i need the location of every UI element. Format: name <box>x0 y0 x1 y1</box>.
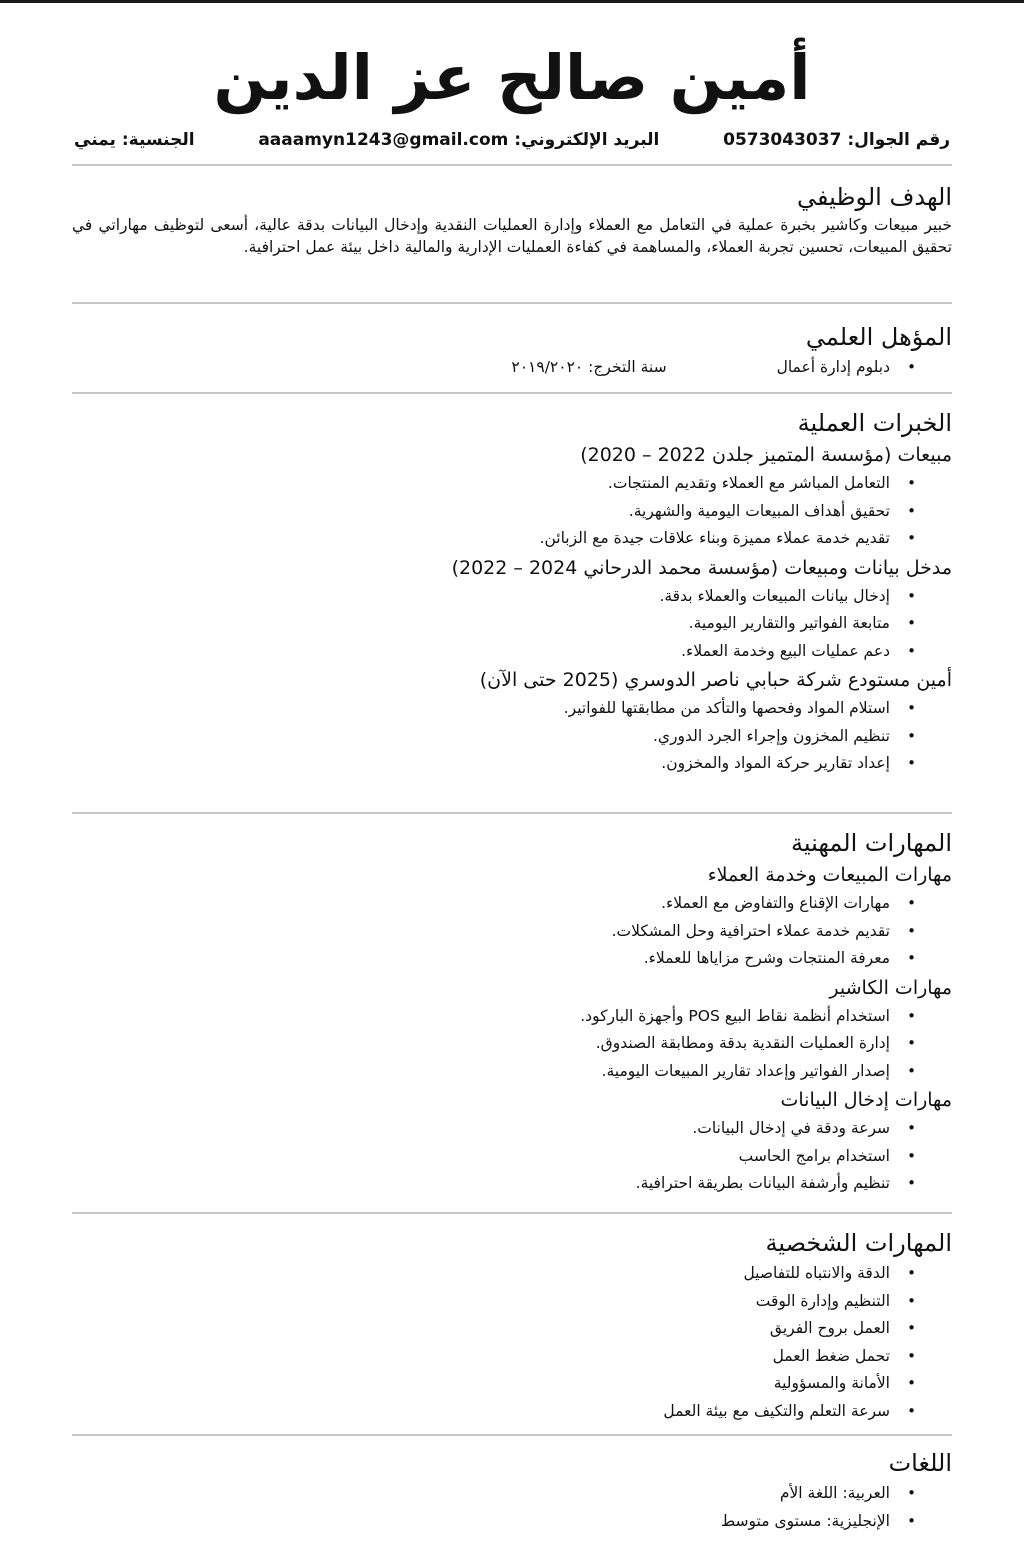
section-title-languages: اللغات <box>888 1449 952 1477</box>
email-label: البريد الإلكتروني: <box>514 130 660 150</box>
personal-skill-item: • الأمانة والمسؤولية <box>72 1370 952 1398</box>
experience-section <box>72 406 952 778</box>
objective-text: خبير مبيعات وكاشير بخبرة عملية في التعامل مع العملاء وإدارة العمليات النقدية وإدخال البيانات بدقة عالية، أسعى لتوظيف مهاراتي في تحقيق المبيعات، تحسين تجربة العملاء، والمساهمة في كفاءة العمليات الإدارية والمالية داخل بيئة عمل احترافية. <box>72 216 952 256</box>
graduation-year: سنة التخرج: ٢٠١٩/٢٠٢٠ <box>511 358 667 376</box>
nationality: الجنسية: يمني <box>74 130 195 150</box>
degree: • دبلوم إدارة أعمال <box>776 358 890 376</box>
personal-skills-section <box>72 1226 952 1425</box>
job-task: • دعم عمليات البيع وخدمة العملاء. <box>72 638 952 666</box>
divider <box>72 1212 952 1214</box>
job-task: • التعامل المباشر مع العملاء وتقديم المنتجات. <box>72 470 952 498</box>
education-item <box>72 354 952 382</box>
personal-skill-item: • العمل بروح الفريق <box>72 1315 952 1343</box>
resume-page <box>72 0 952 1562</box>
languages-section <box>72 1446 952 1535</box>
divider <box>72 1434 952 1436</box>
language-item: • الإنجليزية: مستوى متوسط <box>72 1508 952 1536</box>
skill-group-heading: مهارات إدخال البيانات <box>780 1089 952 1111</box>
job-task: • استلام المواد وفحصها والتأكد من مطابقتها للفواتير. <box>72 695 952 723</box>
skill-item: • مهارات الإقناع والتفاوض مع العملاء. <box>72 890 952 918</box>
job-heading: مبيعات (مؤسسة المتميز جلدن 2022 – 2020) <box>580 444 952 466</box>
divider <box>72 392 952 394</box>
skill-item: • إصدار الفواتير وإعداد تقارير المبيعات اليومية. <box>72 1058 952 1086</box>
personal-skill-item: • تحمل ضغط العمل <box>72 1343 952 1371</box>
job-task: • تنظيم المخزون وإجراء الجرد الدوري. <box>72 723 952 751</box>
job-task: • متابعة الفواتير والتقارير اليومية. <box>72 610 952 638</box>
personal-skill-item: • سرعة التعلم والتكيف مع بيئة العمل <box>72 1398 952 1426</box>
skill-item: • استخدام برامج الحاسب <box>72 1143 952 1171</box>
section-title-professional-skills: المهارات المهنية <box>791 829 952 857</box>
education-section <box>72 320 952 382</box>
personal-skill-item: • الدقة والانتباه للتفاصيل <box>72 1260 952 1288</box>
section-title-experience: الخبرات العملية <box>797 409 952 437</box>
divider <box>72 302 952 304</box>
personal-skill-item: • التنظيم وإدارة الوقت <box>72 1288 952 1316</box>
job-task: • تحقيق أهداف المبيعات اليومية والشهرية. <box>72 498 952 526</box>
job-heading: أمين مستودع شركة حبابي ناصر الدوسري (2025 حتى الآن) <box>479 669 952 691</box>
professional-skills-section <box>72 826 952 1198</box>
skill-item: • سرعة ودقة في إدخال البيانات. <box>72 1115 952 1143</box>
job-task: • إعداد تقارير حركة المواد والمخزون. <box>72 750 952 778</box>
job-heading: مدخل بيانات ومبيعات (مؤسسة محمد الدرحاني 2024 – 2022) <box>451 556 952 579</box>
phone-number: رقم الجوال: 0573043037 <box>723 130 950 150</box>
contact-bar <box>72 126 952 154</box>
skill-item: • إدارة العمليات النقدية بدقة ومطابقة الصندوق. <box>72 1030 952 1058</box>
section-title-objective: الهدف الوظيفي <box>796 183 952 211</box>
skill-item: • تقديم خدمة عملاء احترافية وحل المشكلات. <box>72 918 952 946</box>
language-item: • العربية: اللغة الأم <box>72 1480 952 1508</box>
objective-section <box>72 180 952 258</box>
skill-item: • معرفة المنتجات وشرح مزاياها للعملاء. <box>72 945 952 973</box>
section-title-personal-skills: المهارات الشخصية <box>765 1229 952 1257</box>
skill-group-heading: مهارات المبيعات وخدمة العملاء <box>707 864 952 886</box>
email-address: aaaamyn1243@gmail.com <box>258 130 509 150</box>
skill-item: • استخدام أنظمة نقاط البيع POS وأجهزة الباركود. <box>72 1003 952 1031</box>
applicant-name: أمين صالح عز الدين <box>213 41 811 114</box>
email-block <box>258 130 659 150</box>
skill-group-heading: مهارات الكاشير <box>829 976 952 999</box>
section-title-education: المؤهل العلمي <box>805 323 952 351</box>
job-task: • إدخال بيانات المبيعات والعملاء بدقة. <box>72 583 952 611</box>
divider <box>72 812 952 814</box>
divider <box>72 164 952 166</box>
skill-item: • تنظيم وأرشفة البيانات بطريقة احترافية. <box>72 1170 952 1198</box>
job-task: • تقديم خدمة عملاء مميزة وبناء علاقات جيدة مع الزبائن. <box>72 525 952 553</box>
